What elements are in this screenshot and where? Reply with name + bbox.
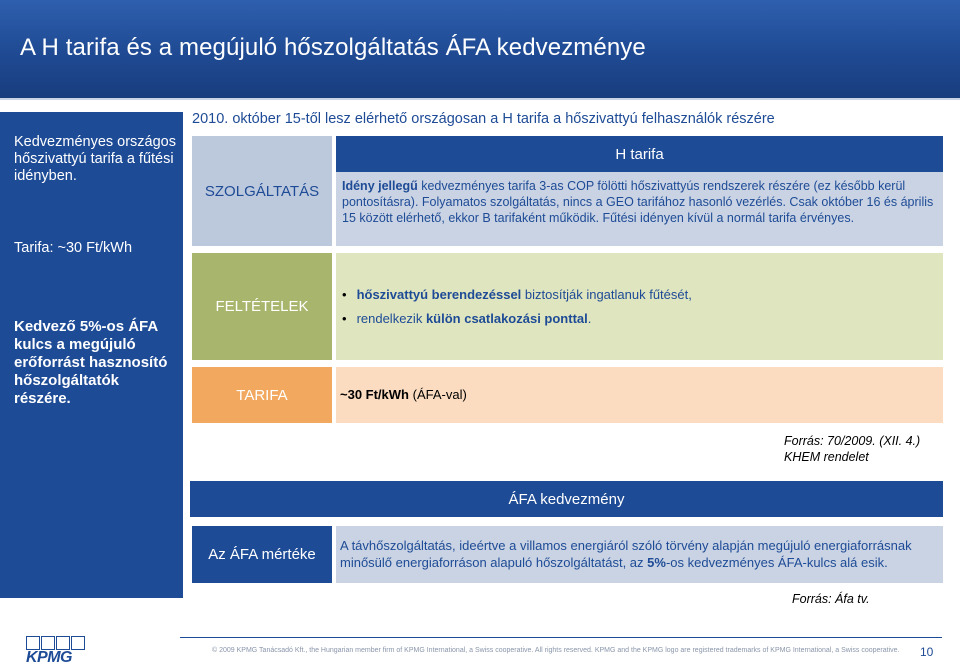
h-tarifa-bold: Idény jellegű <box>342 179 418 193</box>
tarifa-label: TARIFA <box>192 367 332 423</box>
condition-2-post: . <box>587 311 592 326</box>
source-1-line-2: KHEM rendelet <box>784 450 869 464</box>
afa-header: ÁFA kedvezmény <box>190 481 943 517</box>
tarifa-value <box>340 387 467 402</box>
afa-rate-label: Az ÁFA mértéke <box>192 526 332 583</box>
logo-square-1 <box>26 636 40 650</box>
logo-text: KPMG <box>26 649 72 666</box>
bullet-icon: • <box>342 311 347 326</box>
szolgaltatas-label: SZOLGÁLTATÁS <box>192 136 332 246</box>
condition-2-pre: rendelkezik <box>356 311 426 326</box>
condition-2-bold: külön csatlakozási ponttal <box>425 311 588 326</box>
condition-1-bold: hőszivattyú berendezéssel <box>356 287 522 302</box>
footer-divider <box>180 637 942 638</box>
feltetelek-label: FELTÉTELEK <box>192 253 332 360</box>
h-tarifa-text: kedvezményes tarifa 3-as COP fölötti hőszivattyús rendszerek részére (ez később kerül pontosításra). Folyamatos szolgáltatás, nincs a GEO tarifához hasonló vezérlés. Csak október 16 és április 15 között elérhető, ekkor B tarifaként működik. Fűtési idényen kívül a normál tarifa érvényes. <box>342 179 934 225</box>
afa-text-pre: A távhőszolgáltatás, ideértve a villamos energiáról szóló törvény alapján megújuló energiaforrásnak minősülő energiaforráson alapuló hőszolgáltatást, az <box>340 538 912 570</box>
feltetelek-body <box>336 253 943 360</box>
h-tarifa-description <box>336 172 943 246</box>
condition-item-2 <box>342 311 591 326</box>
source-1-line-1: Forrás: 70/2009. (XII. 4.) <box>784 434 921 448</box>
sidebar-panel <box>0 112 183 598</box>
page-title: A H tarifa és a megújuló hőszolgáltatás ÁFA kedvezménye <box>20 34 646 61</box>
source-note-2: Forrás: Áfa tv. <box>792 592 870 606</box>
condition-1-text: biztosítják ingatlanuk fűtését, <box>521 287 692 302</box>
title-divider <box>0 98 960 100</box>
condition-item-1 <box>342 287 692 302</box>
page-number: 10 <box>920 645 934 659</box>
bullet-icon: • <box>342 287 347 302</box>
tarifa-value-rest: (ÁFA-val) <box>409 387 467 402</box>
afa-description <box>340 537 940 571</box>
logo-square-2 <box>41 636 55 650</box>
afa-body <box>336 526 943 583</box>
logo-square-3 <box>56 636 70 650</box>
sidebar-text-tarifa: Kedvezményes országos hőszivattyú tarifa a fűtési idényben. <box>14 134 176 184</box>
source-note-1 <box>784 433 920 465</box>
afa-text-post: -os kedvezményes ÁFA-kulcs alá esik. <box>665 555 888 570</box>
tarifa-value-bold: ~30 Ft/kWh <box>340 387 409 402</box>
section-headline: 2010. október 15-től lesz elérhető országosan a H tarifa a hőszivattyú felhasználók részére <box>192 111 775 127</box>
footer-copyright: © 2009 KPMG Tanácsadó Kft., the Hungarian member firm of KPMG International, a Swiss cooperative. All rights reserved. KPMG and the KPMG logo are registered trademarks of KPMG International, a Swiss cooperative. <box>212 647 900 654</box>
kpmg-logo <box>26 636 88 666</box>
afa-text-bold: 5% <box>647 555 666 570</box>
h-tarifa-header: H tarifa <box>336 136 943 172</box>
title-bar <box>0 0 960 98</box>
sidebar-text-price: Tarifa: ~30 Ft/kWh <box>14 240 133 256</box>
logo-square-4 <box>71 636 85 650</box>
tarifa-body <box>336 367 943 423</box>
sidebar-text-afa: Kedvező 5%-os ÁFA kulcs a megújuló erőforrást hasznosító hőszolgáltatók részére. <box>14 318 168 407</box>
